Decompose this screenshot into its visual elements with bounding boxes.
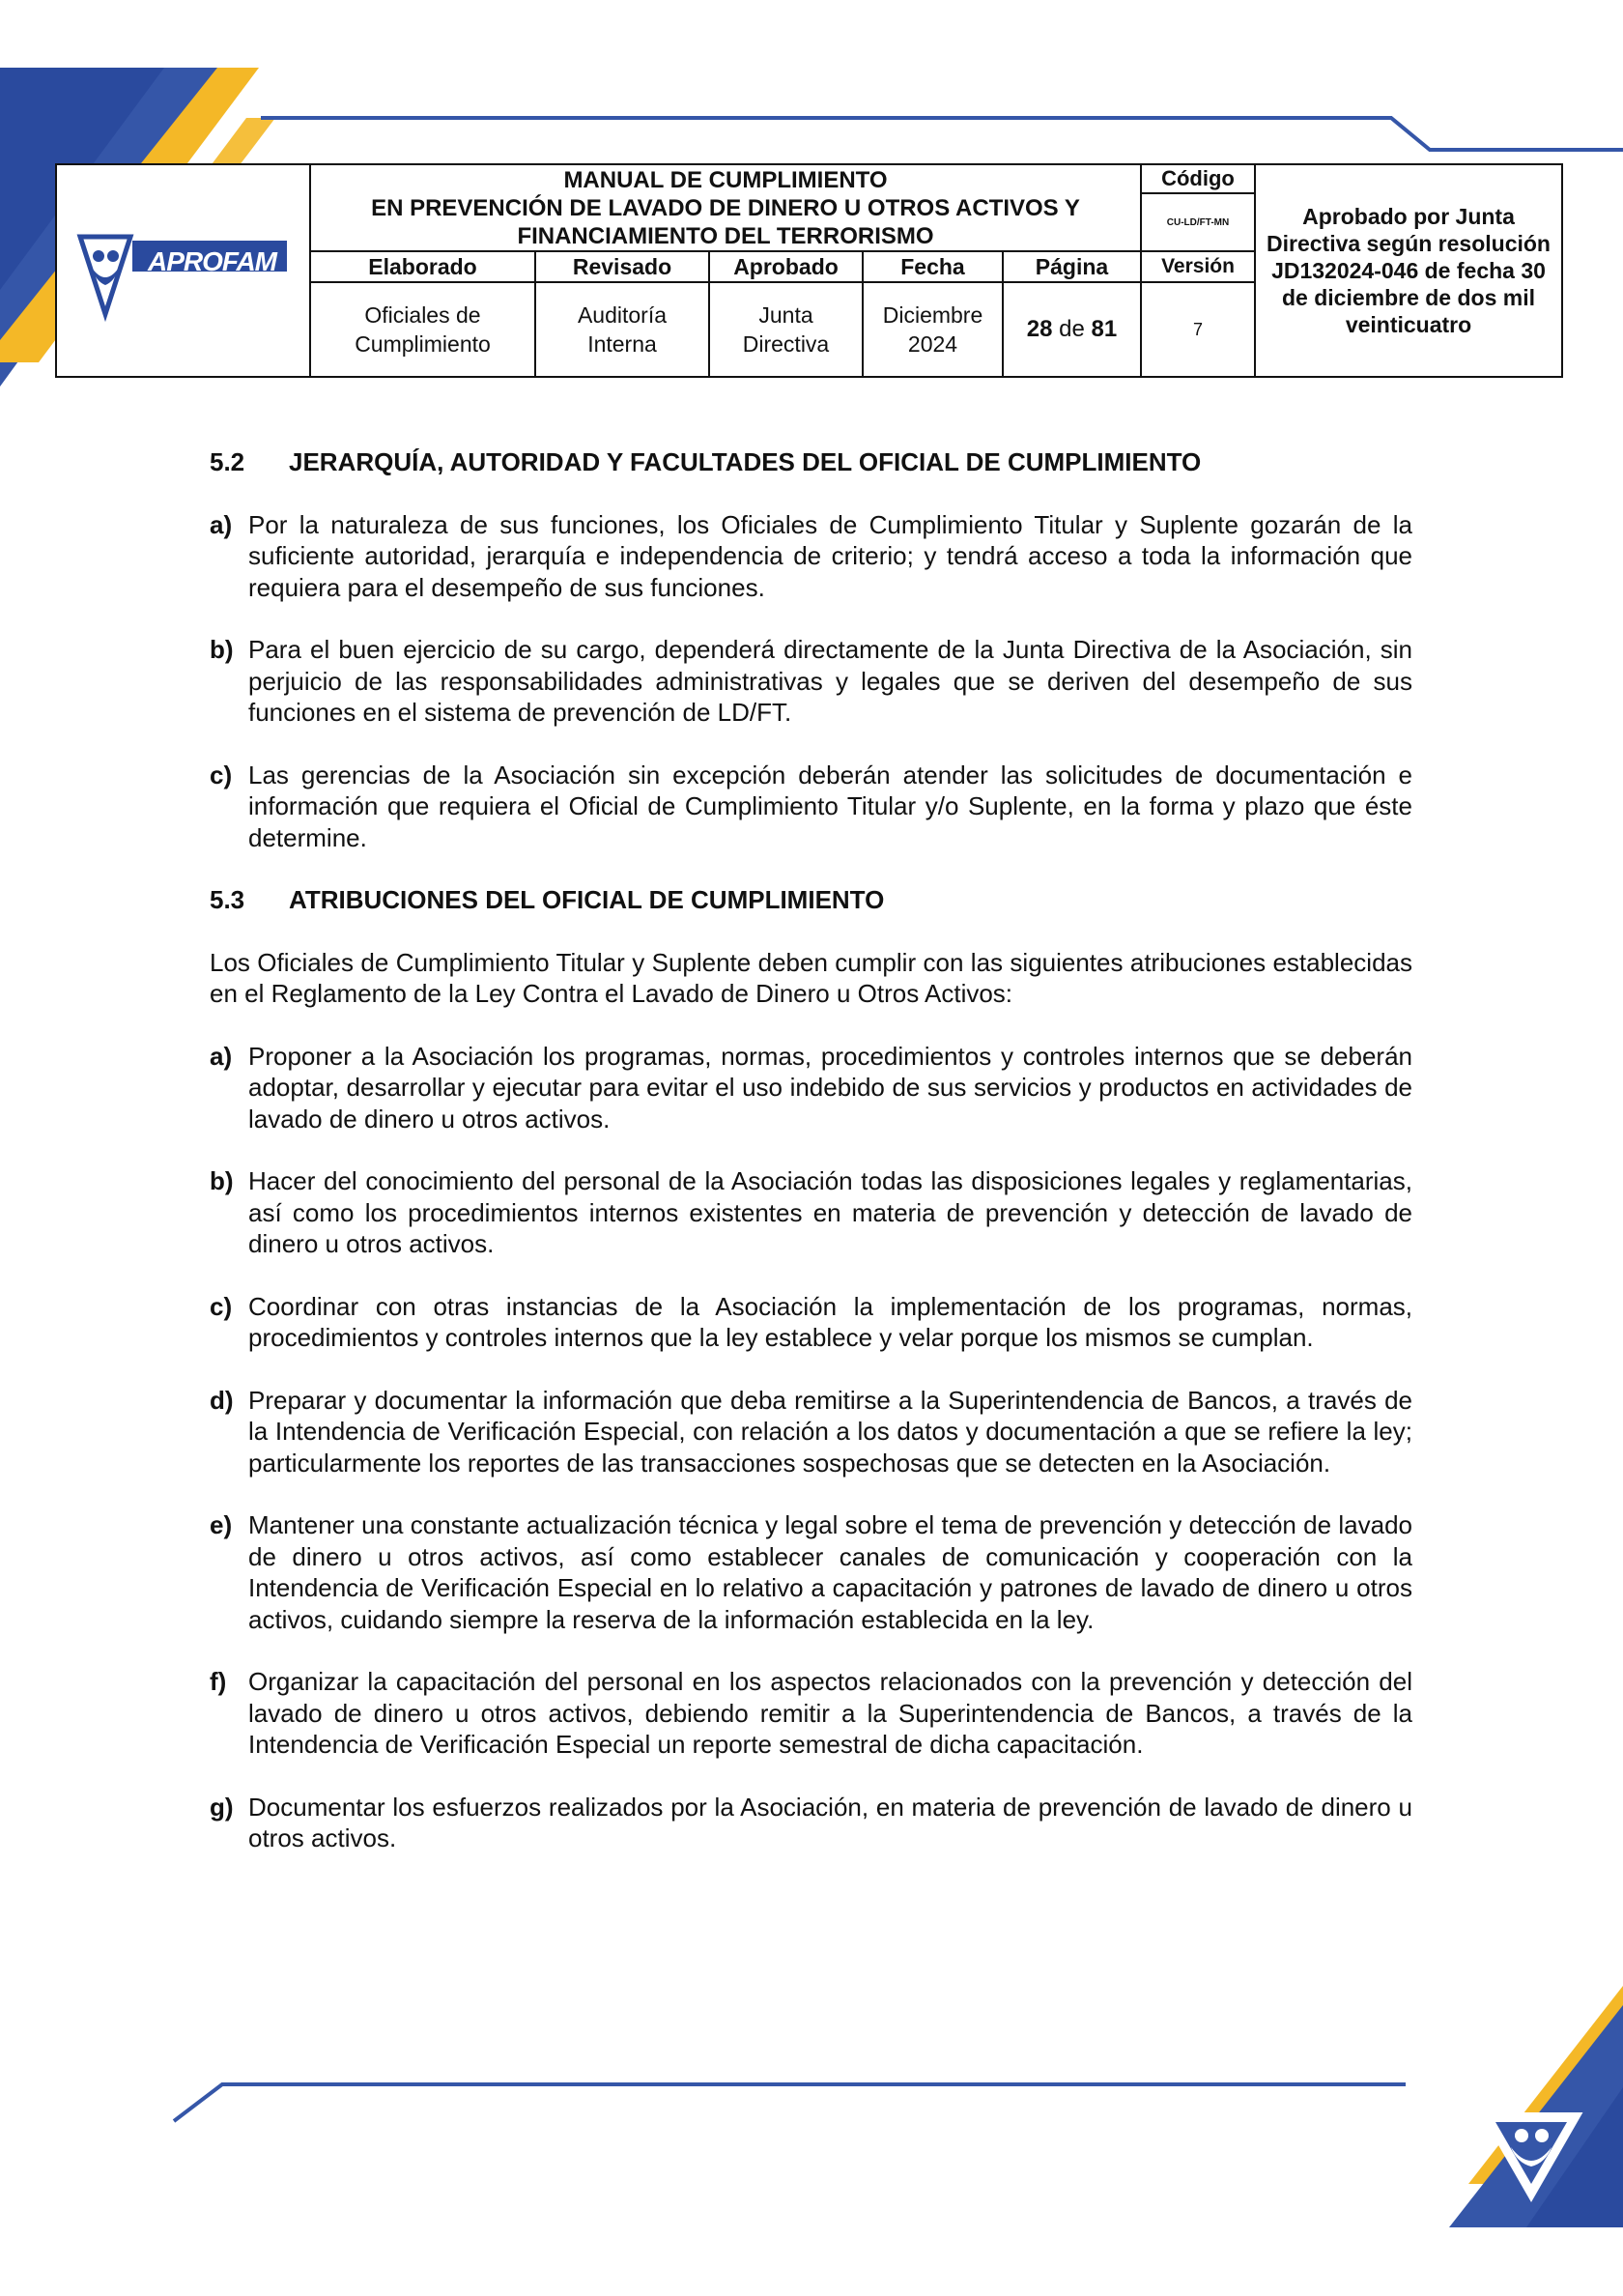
item-marker: a) bbox=[210, 1041, 233, 1071]
item-text: Documentar los esfuerzos realizados por la Asociación, en materia de prevención de lavado de dinero u otros activos. bbox=[248, 1792, 1412, 1852]
list-item bbox=[210, 1509, 1412, 1635]
page-current: 28 bbox=[1026, 316, 1053, 342]
list-item bbox=[210, 509, 1412, 604]
list-item bbox=[210, 1666, 1412, 1761]
list-item bbox=[210, 1165, 1412, 1260]
title-line-2: EN PREVENCIÓN DE LAVADO DE DINERO U OTROS ACTIVOS Y bbox=[371, 194, 1080, 221]
item-marker: c) bbox=[210, 1291, 233, 1321]
section-intro: Los Oficiales de Cumplimiento Titular y Suplente deben cumplir con las siguientes atribuciones establecidas en el Reglamento de la Ley Contra el Lavado de Dinero u Otros Activos: bbox=[210, 947, 1412, 1008]
revisado-value: Auditoría Interna bbox=[536, 283, 710, 376]
item-marker: b) bbox=[210, 1166, 234, 1195]
list-item bbox=[210, 1041, 1412, 1135]
aprobado-value: Junta Directiva bbox=[710, 283, 864, 376]
col-header-version: Versión bbox=[1142, 250, 1256, 283]
item-text: Por la naturaleza de sus funciones, los Oficiales de Cumplimiento Titular y Suplente gozarán de la suficiente autoridad, jerarquía e independencia de criterio; y tendrá acceso a toda la información que requiera para el desempeño de sus funciones. bbox=[248, 509, 1412, 602]
logo-text: APROFAM bbox=[148, 246, 276, 276]
section-number: 5.2 bbox=[210, 447, 245, 476]
item-text: Organizar la capacitación del personal en los aspectos relacionados con la prevención y detección del lavado de dinero u otros activos, debiendo remitir a la Superintendencia de Bancos, a través de la Intendencia de Verificación Especial un reporte semestral de dicha capacitación. bbox=[248, 1667, 1412, 1759]
document-title bbox=[311, 165, 1142, 250]
document-body bbox=[210, 446, 1412, 1885]
item-text: Hacer del conocimiento del personal de la Asociación todas las disposiciones legales y reglamentarias, así como los procedimientos internos existentes en materia de prevención y detección de lavado de dinero u otros activos. bbox=[248, 1166, 1412, 1258]
title-line-1: MANUAL DE CUMPLIMIENTO bbox=[563, 166, 888, 193]
item-text: Proponer a la Asociación los programas, normas, procedimientos y controles internos que se deberán adoptar, desarrollar y ejecutar para evitar el uso indebido de sus servicios y productos en actividades de lavado de dinero u otros activos. bbox=[248, 1041, 1412, 1134]
footer-logo-emblem bbox=[1478, 2107, 1584, 2203]
col-header-fecha: Fecha bbox=[864, 250, 1004, 283]
item-text: Coordinar con otras instancias de la Asociación la implementación de los programas, normas, procedimientos y controles internos que la ley establece y velar porque los mismos se cumplan. bbox=[248, 1291, 1412, 1352]
section-5-2-heading bbox=[210, 446, 1412, 478]
document-header-table bbox=[55, 163, 1563, 378]
col-header-elaborado: Elaborado bbox=[311, 250, 536, 283]
item-text: Para el buen ejercicio de su cargo, dependerá directamente de la Junta Directiva de la Asociación, sin perjuicio de las responsabilidades administrativas y legales que se deriven del desempeño de sus funciones en el sistema de prevención de LD/FT. bbox=[248, 635, 1412, 727]
fecha-value: Diciembre 2024 bbox=[864, 283, 1004, 376]
section-5-3-heading bbox=[210, 884, 1412, 916]
list-item bbox=[210, 1385, 1412, 1479]
elaborado-value: Oficiales de Cumplimiento bbox=[311, 283, 536, 376]
approval-note: Aprobado por Junta Directiva según resolución JD132024-046 de fecha 30 de diciembre de dos mil veinticuatro bbox=[1267, 204, 1551, 337]
col-header-pagina: Página bbox=[1004, 250, 1142, 283]
list-item bbox=[210, 1291, 1412, 1354]
section-title: JERARQUÍA, AUTORIDAD Y FACULTADES DEL OFICIAL DE CUMPLIMIENTO bbox=[289, 447, 1202, 476]
logo-cell bbox=[57, 165, 311, 376]
col-header-aprobado: Aprobado bbox=[710, 250, 864, 283]
list-item bbox=[210, 760, 1412, 854]
page-number bbox=[1004, 283, 1142, 376]
item-marker: f) bbox=[210, 1667, 227, 1696]
col-header-revisado: Revisado bbox=[536, 250, 710, 283]
codigo-value: CU-LD/FT-MN bbox=[1142, 194, 1256, 250]
title-line-3: FINANCIAMIENTO DEL TERRORISMO bbox=[517, 222, 934, 249]
item-marker: a) bbox=[210, 509, 233, 539]
list-item bbox=[210, 1792, 1412, 1854]
item-text: Mantener una constante actualización técnica y legal sobre el tema de prevención y detección de lavado de dinero u otros activos, así como establecer canales de comunicación y cooperación con la Intendencia de Verificación Especial en lo relativo a capacitación y patrones de lavado de dinero u otros activos, cuidando siempre la reserva de la información establecida en la ley. bbox=[248, 1510, 1412, 1634]
item-text: Las gerencias de la Asociación sin excepción deberán atender las solicitudes de documentación e información que requiera el Oficial de Cumplimiento Titular y/o Suplente, en la forma y plazo que éste determine. bbox=[248, 760, 1412, 852]
section-title: ATRIBUCIONES DEL OFICIAL DE CUMPLIMIENTO bbox=[289, 885, 885, 914]
version-value: 7 bbox=[1142, 283, 1256, 376]
item-marker: d) bbox=[210, 1385, 234, 1415]
codigo-label: Código bbox=[1142, 165, 1256, 194]
item-marker: c) bbox=[210, 760, 233, 789]
list-item bbox=[210, 634, 1412, 729]
page-total: 81 bbox=[1091, 316, 1118, 342]
item-marker: e) bbox=[210, 1510, 233, 1539]
item-marker: g) bbox=[210, 1792, 234, 1822]
section-number: 5.3 bbox=[210, 885, 245, 914]
item-text: Preparar y documentar la información que deba remitirse a la Superintendencia de Bancos, a través de la Intendencia de Verificación Especial, con relación a los datos y documentación a que se refiere la ley; particularmente los reportes de las transacciones sospechosas que se detecten en la Asociación. bbox=[248, 1385, 1412, 1478]
page-of: de bbox=[1059, 316, 1085, 342]
item-marker: b) bbox=[210, 635, 234, 664]
